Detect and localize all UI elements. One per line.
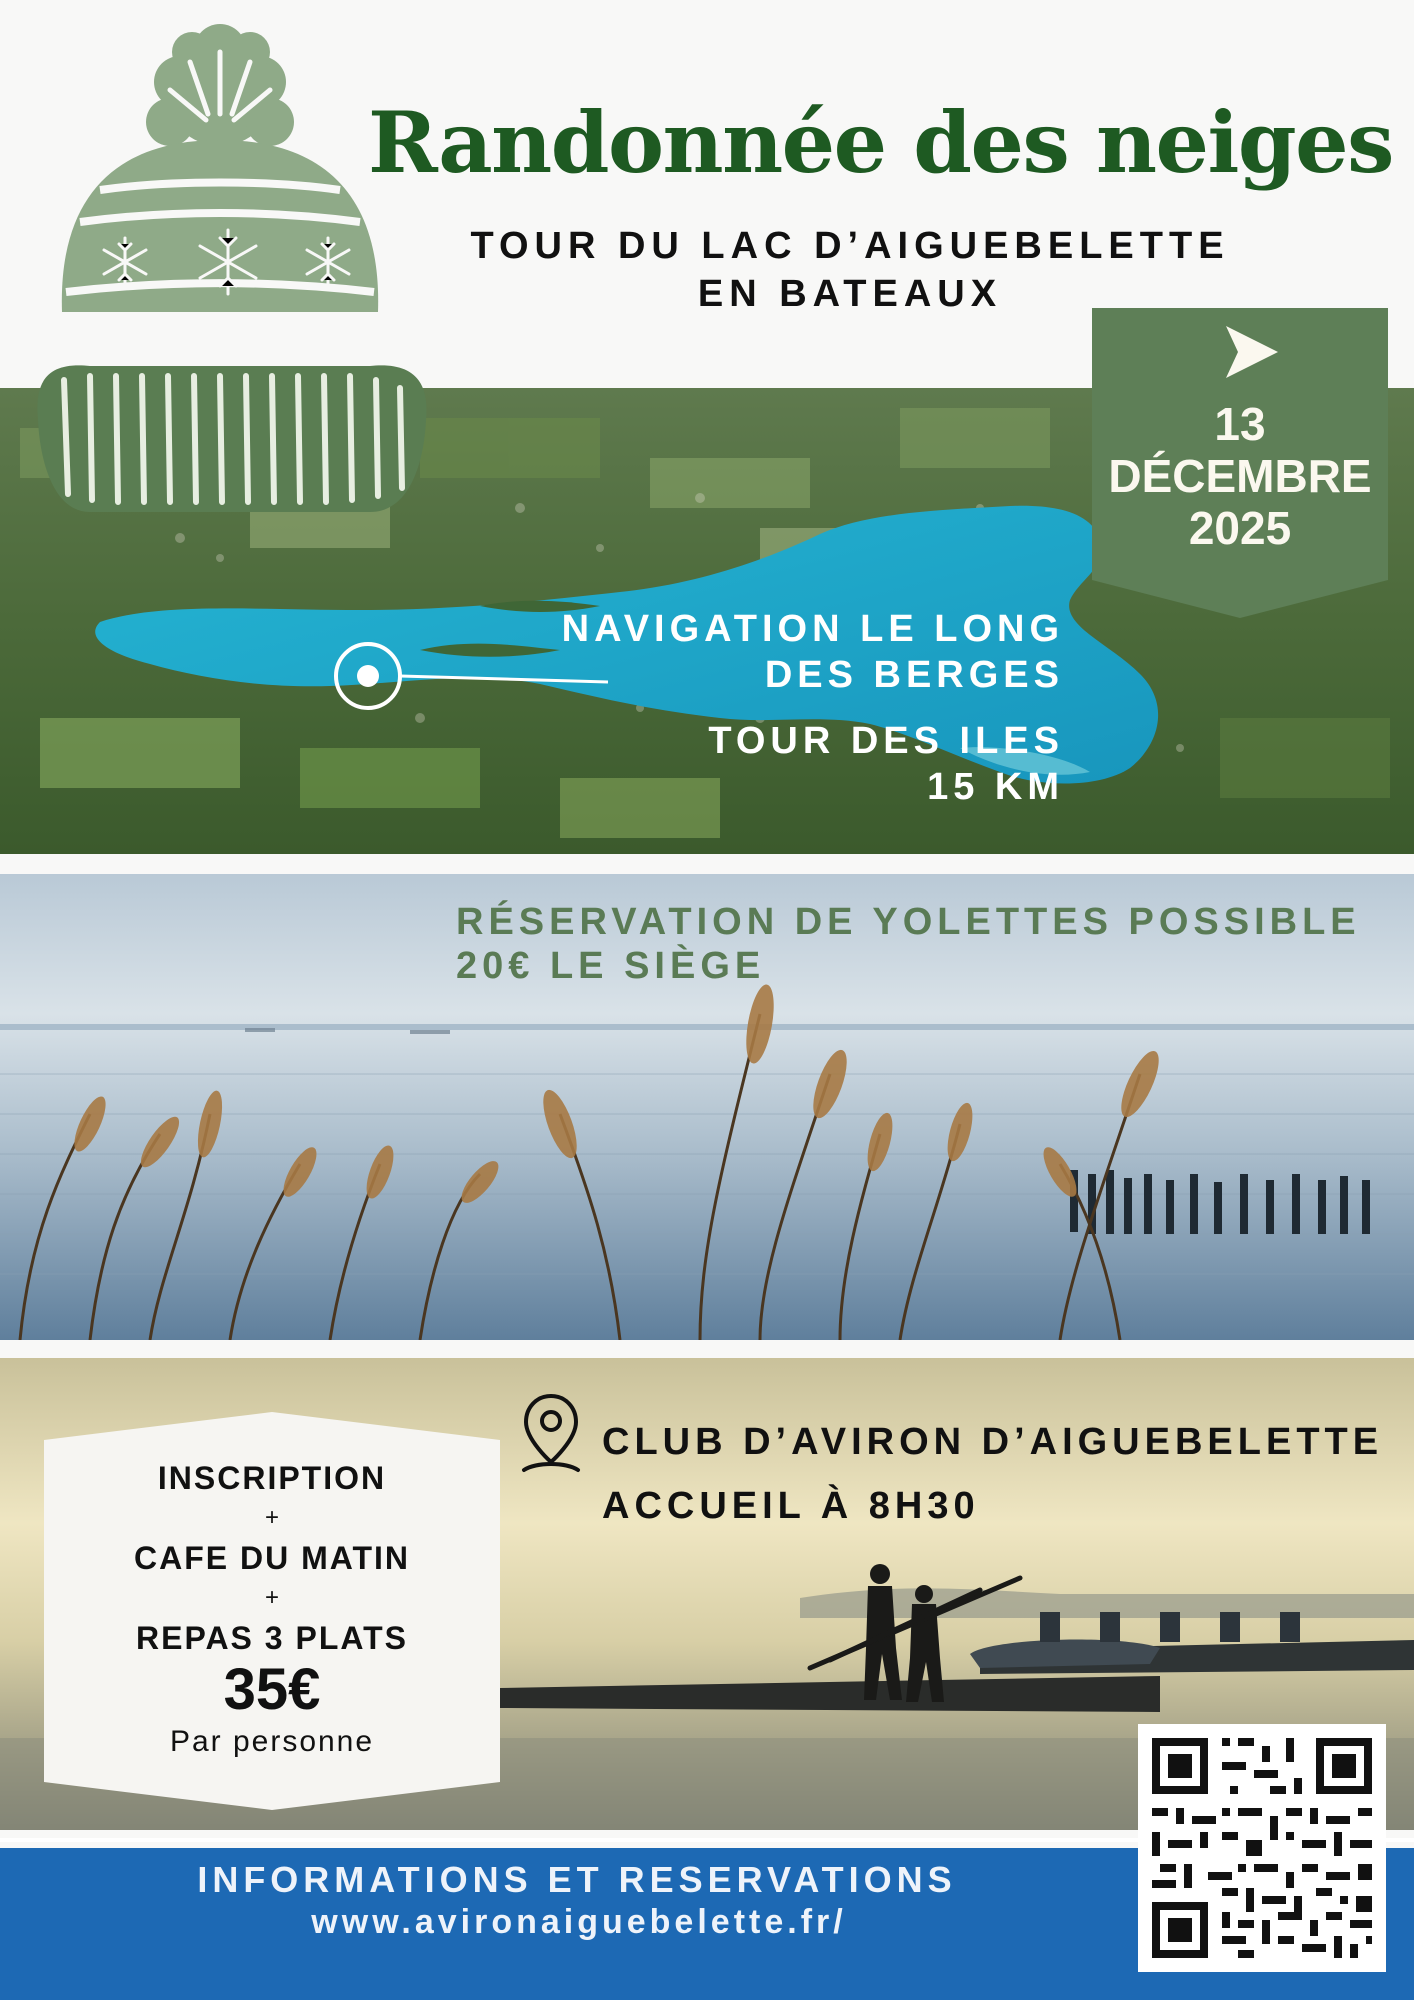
event-date	[1092, 398, 1388, 554]
winter-beanie-icon	[30, 22, 440, 518]
price-per-person: Par personne	[169, 1725, 375, 1758]
date-year: 2025	[1188, 502, 1292, 554]
price-plus-1: +	[264, 1504, 279, 1531]
welcome-time: ACCUEIL À 8H30	[602, 1485, 980, 1527]
footer-title: INFORMATIONS ET RESERVATIONS	[197, 1859, 957, 1900]
footer-url-link[interactable]: www.avironaiguebelette.fr/	[311, 1903, 847, 1941]
price-plus-2: +	[264, 1584, 279, 1611]
reservation-line-2: 20€ LE SIÈGE	[456, 945, 766, 987]
qr-code[interactable]	[1138, 1724, 1386, 1972]
price-item-meal: REPAS 3 PLATS	[136, 1620, 408, 1656]
price-item-coffee: CAFE DU MATIN	[133, 1540, 411, 1576]
date-month: DÉCEMBRE	[1108, 450, 1372, 502]
price-amount: 35€	[223, 1657, 321, 1722]
price-card	[44, 1458, 500, 1762]
reservation-line-1: RÉSERVATION DE YOLETTES POSSIBLE	[456, 901, 1361, 943]
reservation-text	[456, 900, 1386, 988]
price-item-registration: INSCRIPTION	[157, 1460, 387, 1496]
tour-line-2: 15 KM	[927, 766, 1064, 808]
navigation-line-1: NAVIGATION LE LONG	[561, 608, 1064, 650]
date-day: 13	[1214, 398, 1266, 450]
tour-text	[480, 718, 1064, 810]
subtitle	[420, 222, 1280, 318]
location-text	[602, 1410, 1392, 1538]
subtitle-line-1: TOUR DU LAC D’AIGUEBELETTE	[470, 225, 1230, 267]
navigation-text	[420, 606, 1064, 698]
subtitle-line-2: EN BATEAUX	[697, 273, 1003, 315]
page-title: Randonnée des neiges	[368, 93, 1393, 192]
tour-line-1: TOUR DES ILES	[708, 720, 1064, 762]
map-pin-icon	[516, 1390, 586, 1476]
navigation-line-2: DES BERGES	[764, 654, 1064, 696]
club-name: CLUB D’AVIRON D’AIGUEBELETTE	[602, 1421, 1384, 1463]
